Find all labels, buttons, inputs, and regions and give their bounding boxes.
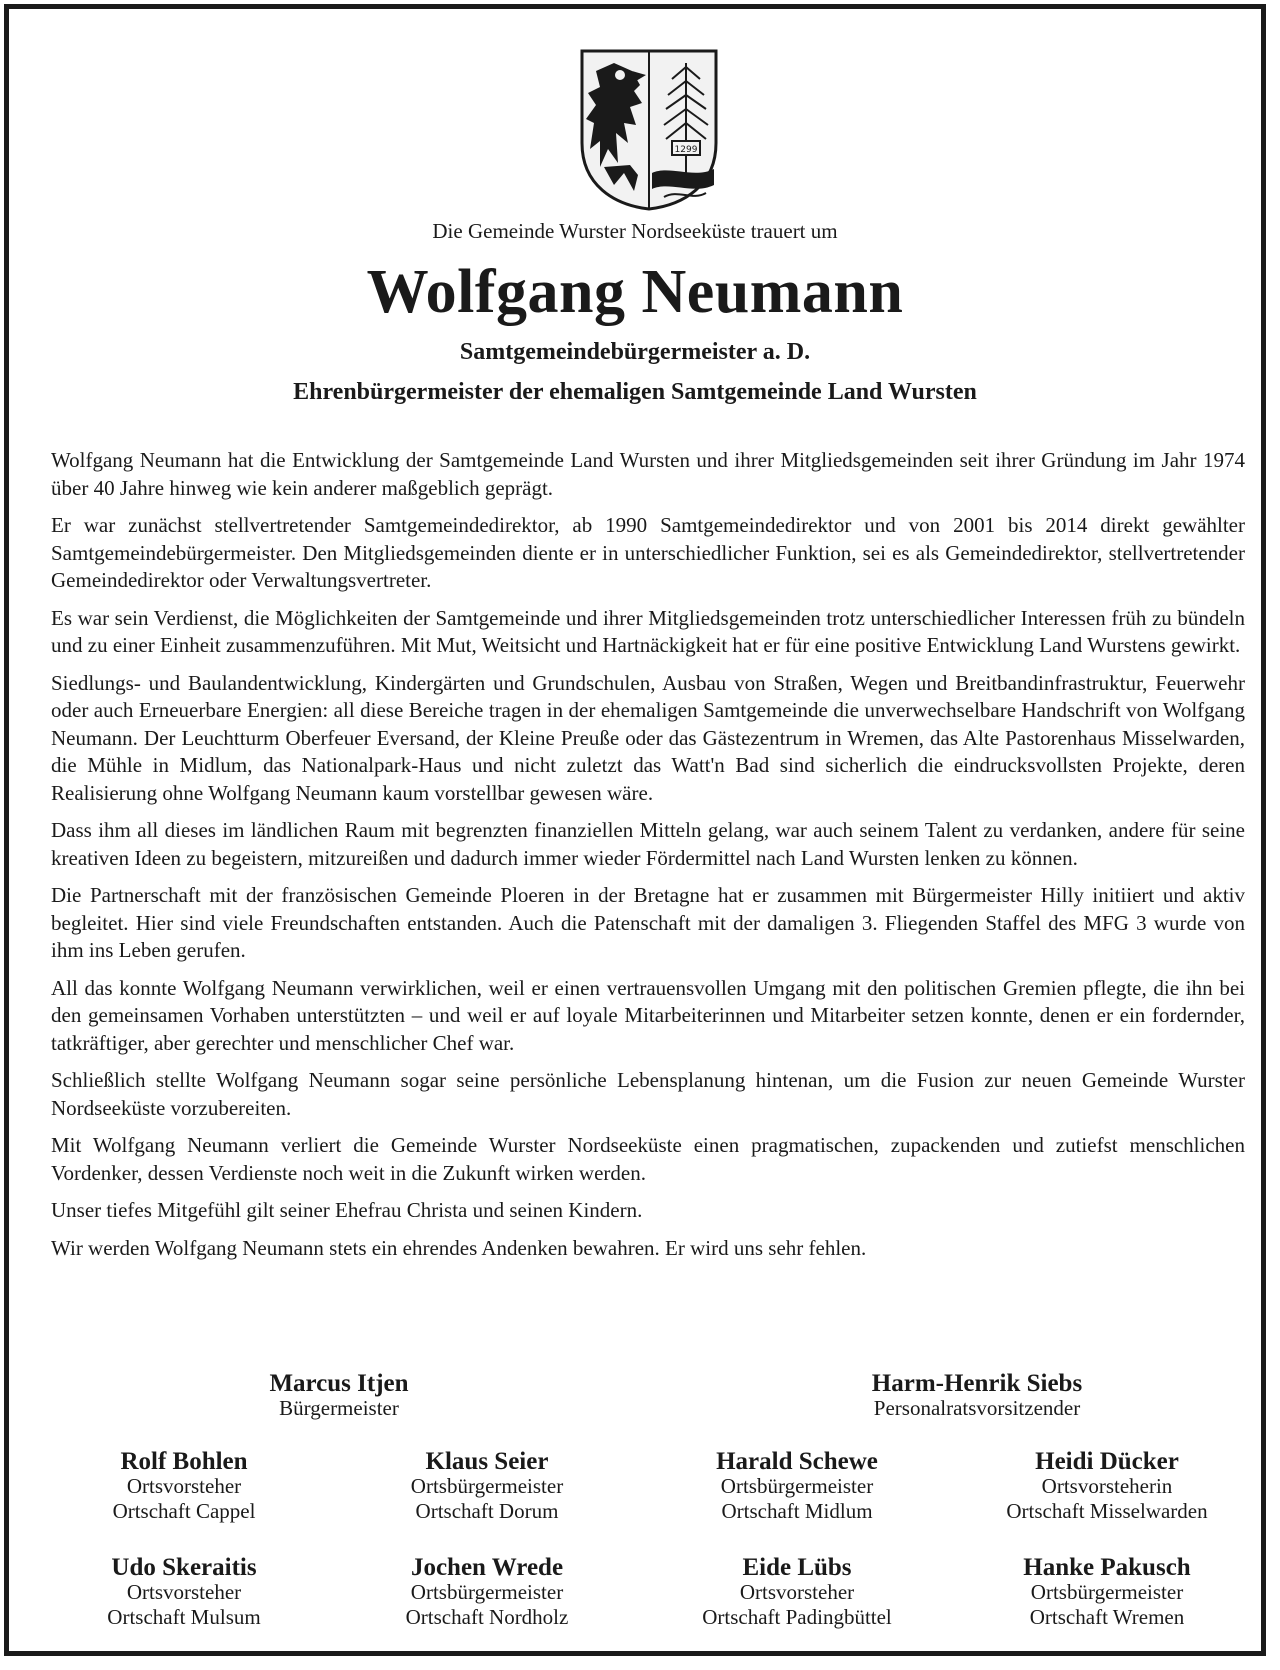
signatory-place: Ortschaft Mulsum [107, 1605, 261, 1629]
signatory-name: Heidi Dücker [1035, 1448, 1179, 1475]
signatory-name: Rolf Bohlen [120, 1448, 248, 1475]
paragraph: Dass ihm all dieses im ländlichen Raum mit begrenzten finanziellen Mitteln gelang, war auch seinem Talent zu verdanken, andere für seine kreativen Ideen zu begeistern, mitzureißen und dadurch immer wieder Fördermittel nach Land Wursten lenken zu können. [51, 818, 1245, 870]
signatory-name: Klaus Seier [425, 1448, 549, 1475]
paragraph: All das konnte Wolfgang Neumann verwirklichen, weil er einen vertrauensvollen Umgang mit den politischen Gremien pflegte, die ihn bei den gemeinsamen Vorhaben unterstützten – und weil er auf loyale Mitarbeiterinnen und Mitarbeiter setzen konnte, denen er ein fordernder, tatkräftiger, aber gerechter und menschlicher Chef war. [51, 975, 1245, 1055]
paragraph: Er war zunächst stellvertretender Samtgemeindedirektor, ab 1990 Samtgemeindedirektor und von 2001 bis 2014 direkt gewählter Samtgemeindebürgermeister. Den Mitgliedsgemeinden diente er in unterschiedlicher Funktion, sei es als Gemeindedirektor, stellvertretender Gemeindedirektor oder Verwaltungsvertreter. [51, 513, 1245, 592]
paragraph: Siedlungs- und Baulandentwicklung, Kindergärten und Grundschulen, Ausbau von Straßen, Wegen und Breitbandinfrastruktur, Feuerwehr oder auch Erneuerbare Energien: all diese Bereiche tragen in der ehemaligen Samtgemeinde die unverwechselbare Handschrift von Wolfgang Neumann. Der Leuchtturm Oberfeuer Eversand, der Kleine Preuße oder das Gästezentrum in Wremen, das Alte Pastorenhaus Misselwarden, die Mühle in Midlum, das Nationalpark-Haus und nicht zuletzt das Watt'n Bad sind sicherlich die eindrucksvollsten Projekte, deren Realisierung ohne Wolfgang Neumann kaum vorstellbar gewesen wäre. [51, 670, 1245, 805]
signatory-role: Personalratsvorsitzender [873, 1396, 1081, 1420]
signatory-role: Ortsbürgermeister [720, 1474, 874, 1498]
paragraph: Schließlich stellte Wolfgang Neumann sogar seine persönliche Lebensplanung hintenan, um die Fusion zur neuen Gemeinde Wurster Nordseeküste vorzubereiten. [51, 1068, 1245, 1120]
signatory-place: Ortschaft Misselwarden [1006, 1499, 1208, 1523]
signatory-local [337, 1449, 637, 1524]
signatory-place: Ortschaft Midlum [721, 1499, 873, 1523]
signatory-mayor [189, 1371, 489, 1421]
signatory-name: Marcus Itjen [269, 1370, 409, 1397]
signatory-local [647, 1555, 947, 1630]
signatory-place: Ortschaft Wremen [1029, 1605, 1185, 1629]
paragraph: Unser tiefes Mitgefühl gilt seiner Ehefrau Christa und seinen Kindern. [51, 1198, 643, 1222]
coat-of-arms-icon [574, 45, 724, 213]
signatory-name: Eide Lübs [742, 1554, 852, 1581]
intro-line: Die Gemeinde Wurster Nordseeküste trauert um [432, 219, 838, 243]
paragraph: Es war sein Verdienst, die Möglichkeiten der Samtgemeinde und ihrer Mitgliedsgemeinden trotz unterschiedlicher Interessen früh zu bündeln und zu einer Einheit zusammenzuführen. Mit Mut, Weitsicht und Hartnäckigkeit hat er für eine positive Entwicklung Land Wurstens gewirkt. [51, 605, 1245, 657]
signatory-role: Ortsbürgermeister [410, 1474, 564, 1498]
signatory-role: Ortsvorsteher [739, 1580, 855, 1604]
signatory-place: Ortschaft Dorum [415, 1499, 559, 1523]
paragraph: Wolfgang Neumann hat die Entwicklung der Samtgemeinde Land Wursten und ihrer Mitgliedsgemeinden seit ihrer Gründung im Jahr 1974 über 40 Jahre hinweg wie kein anderer maßgeblich geprägt. [51, 448, 1245, 500]
signatory-local [957, 1555, 1257, 1630]
signatory-place: Ortschaft Padingbüttel [702, 1605, 892, 1629]
signatory-name: Harm-Henrik Siebs [871, 1370, 1083, 1397]
signatory-local [647, 1449, 947, 1524]
signatory-place: Ortschaft Cappel [112, 1499, 256, 1523]
signatory-local [34, 1555, 334, 1630]
obituary-notice [4, 4, 1266, 1656]
signatory-local [957, 1449, 1257, 1524]
signatory-role: Ortsvorsteherin [1041, 1474, 1173, 1498]
signatory-role: Bürgermeister [279, 1396, 399, 1420]
signatory-role: Ortsvorsteher [126, 1474, 242, 1498]
signatory-place: Ortschaft Nordholz [405, 1605, 569, 1629]
signatory-local [34, 1449, 334, 1524]
title-line-1: Samtgemeindebürgermeister a. D. [459, 339, 811, 365]
tribute-text [51, 447, 1245, 1272]
signatory-role: Ortsbürgermeister [1030, 1580, 1184, 1604]
signatory-name: Udo Skeraitis [111, 1554, 257, 1581]
paragraph: Wir werden Wolfgang Neumann stets ein ehrendes Andenken bewahren. Er wird uns sehr fehlen. [51, 1235, 867, 1260]
signatory-name: Harald Schewe [716, 1448, 878, 1475]
title-line-2: Ehrenbürgermeister der ehemaligen Samtgemeinde Land Wursten [293, 379, 977, 405]
deceased-name: Wolfgang Neumann [366, 258, 904, 326]
signatory-role: Ortsbürgermeister [410, 1580, 564, 1604]
signatory-name: Jochen Wrede [410, 1554, 564, 1581]
signatory-role: Ortsvorsteher [126, 1580, 242, 1604]
signatory-name: Hanke Pakusch [1023, 1554, 1191, 1581]
paragraph: Die Partnerschaft mit der französischen Gemeinde Ploeren in der Bretagne hat er zusammen mit Bürgermeister Hilly initiiert und aktiv begleitet. Hier sind viele Freundschaften entstanden. Auch die Patenschaft mit der damaligen 3. Fliegenden Staffel des MFG 3 wurde von ihm ins Leben gerufen. [51, 883, 1245, 962]
crest-year: 1299 [674, 145, 698, 155]
signatory-staff-council [827, 1371, 1127, 1421]
paragraph: Mit Wolfgang Neumann verliert die Gemeinde Wurster Nordseeküste einen pragmatischen, zupackenden und zutiefst menschlichen Vordenker, dessen Verdienste noch weit in die Zukunft wirken werden. [51, 1133, 1245, 1185]
signatory-local [337, 1555, 637, 1630]
